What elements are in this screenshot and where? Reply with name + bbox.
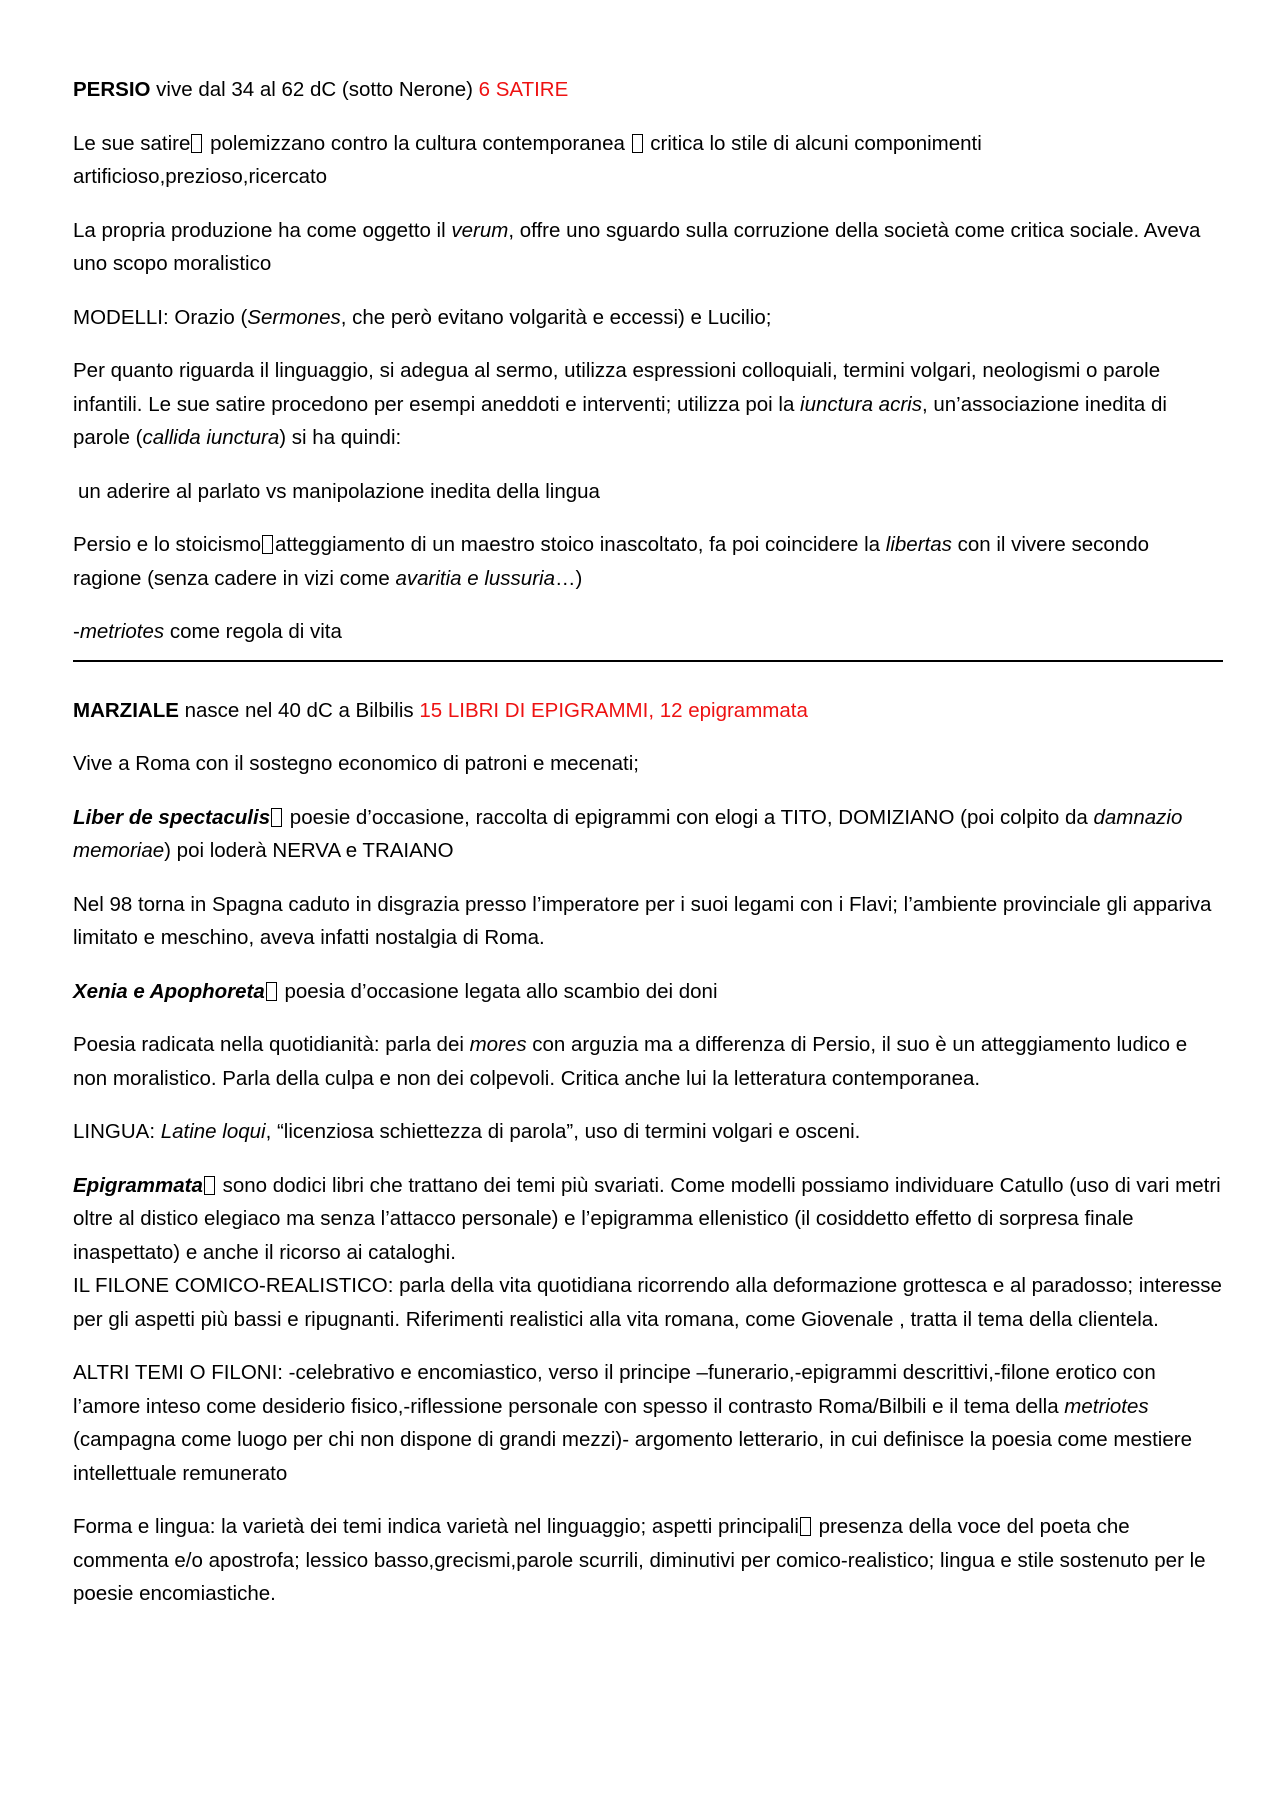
marziale-heading-paragraph bbox=[73, 694, 1223, 728]
marziale-name: MARZIALE bbox=[73, 698, 179, 722]
section-persio bbox=[73, 73, 1223, 649]
missing-glyph-icon bbox=[262, 535, 273, 554]
section-divider bbox=[73, 660, 1223, 662]
marziale-dates: nasce nel 40 dC a Bilbilis bbox=[178, 698, 420, 722]
missing-glyph-icon bbox=[204, 1176, 215, 1195]
persio-works-highlight: 6 SATIRE bbox=[478, 78, 569, 101]
missing-glyph-icon bbox=[271, 808, 282, 827]
persio-dates: vive dal 34 al 62 dC (sotto Nerone) bbox=[150, 78, 479, 101]
marziale-forma-paragraph: Forma e lingua: la varietà dei temi indica varietà nel linguaggio; aspetti principali presenza della voce del poeta che commenta e/o apostrofa; lessico basso,grecismi,parole scurrili, diminutivi per comico-realistico; lingua e stile sostenuto per le poesie encomiastiche. bbox=[73, 1515, 1206, 1605]
document-body bbox=[73, 73, 1223, 1631]
persio-name: PERSIO bbox=[73, 78, 151, 101]
marziale-temi-paragraph: ALTRI TEMI O FILONI: -celebrativo e encomiastico, verso il principe –funerario,-epigrammi descrittivi,-filone erotico con l’amore inteso come desiderio fisico,-riflessione personale con spesso il contrasto Roma/Bilbili e il tema della metriotes (campagna come luogo per chi non dispone di grandi mezzi)- argomento letterario, in cui definisce la poesia come mestiere intellettuale remunerato bbox=[73, 1361, 1192, 1485]
marziale-xenia-paragraph: Xenia e Apophoreta poesia d’occasione legata allo scambio dei doni bbox=[73, 979, 718, 1003]
missing-glyph-icon bbox=[191, 134, 202, 153]
persio-metriotes-paragraph: -metriotes come regola di vita bbox=[73, 620, 342, 643]
missing-glyph-icon bbox=[800, 1517, 811, 1536]
missing-glyph-icon bbox=[266, 982, 277, 1001]
persio-stoicismo-paragraph: Persio e lo stoicismo atteggiamento di un maestro stoico inascoltato, fa poi coincidere la libertas con il vivere secondo ragione (senza cadere in vizi come avaritia e lussuria…) bbox=[73, 533, 1150, 590]
section-marziale bbox=[73, 694, 1223, 1611]
marziale-works-highlight: 15 LIBRI DI EPIGRAMMI, 12 epigrammata bbox=[419, 698, 808, 722]
persio-satire-paragraph: Le sue satire polemizzano contro la cultura contemporanea critica lo stile di alcuni componimenti artificioso,prezioso,ricercato bbox=[73, 131, 982, 188]
marziale-epigrammata-paragraph: Epigrammata sono dodici libri che trattano dei temi più svariati. Come modelli possiamo individuare Catullo (uso di vari metri oltre al distico elegiaco ma senza l’attacco personale) e l’epigramma ellenistico (il cosiddetto effetto di sorpresa finale inaspettato) e anche il ricorso ai cataloghi. IL FILONE COMICO-REALISTICO: parla della vita quotidiana ricorrendo alla deformazione grottesca e al paradosso; interesse per gli aspetti più bassi e ripugnanti. Riferimenti realistici alla vita romana, come Giovenale , tratta il tema della clientela. bbox=[73, 1173, 1222, 1331]
marziale-spagna-paragraph: Nel 98 torna in Spagna caduto in disgrazia presso l’imperatore per i suoi legami con i Flavi; l’ambiente provinciale gli appariva limitato e meschino, aveva infatti nostalgia di Roma. bbox=[73, 892, 1212, 949]
persio-heading-paragraph bbox=[73, 73, 1223, 107]
marziale-spectaculis-paragraph: Liber de spectaculis poesie d’occasione, raccolta di epigrammi con elogi a TITO, DOMIZIANO (poi colpito da damnazio memoriae) poi loderà NERVA e TRAIANO bbox=[73, 805, 1183, 862]
persio-linguaggio-paragraph: Per quanto riguarda il linguaggio, si adegua al sermo, utilizza espressioni colloquiali, termini volgari, neologismi o parole infantili. Le sue satire procedono per esempi aneddoti e interventi; utilizza poi la iunctura acris, un’associazione inedita di parole (callida iunctura) si ha quindi: bbox=[73, 359, 1167, 449]
missing-glyph-icon bbox=[632, 134, 643, 153]
persio-parlato-paragraph: un aderire al parlato vs manipolazione inedita della lingua bbox=[78, 479, 600, 503]
marziale-quotidianita-paragraph: Poesia radicata nella quotidianità: parla dei mores con arguzia ma a differenza di Persio, il suo è un atteggiamento ludico e non moralistico. Parla della culpa e non dei colpevoli. Critica anche lui la letteratura contemporanea. bbox=[73, 1033, 1188, 1090]
persio-verum-paragraph: La propria produzione ha come oggetto il verum, offre uno sguardo sulla corruzione della società come critica sociale. Aveva uno scopo moralistico bbox=[73, 218, 1201, 275]
persio-modelli-paragraph: MODELLI: Orazio (Sermones, che però evitano volgarità e eccessi) e Lucilio; bbox=[73, 305, 772, 329]
marziale-roma-paragraph: Vive a Roma con il sostegno economico di patroni e mecenati; bbox=[73, 752, 639, 775]
marziale-lingua-paragraph: LINGUA: Latine loqui, “licenziosa schiettezza di parola”, uso di termini volgari e osceni. bbox=[73, 1120, 861, 1143]
